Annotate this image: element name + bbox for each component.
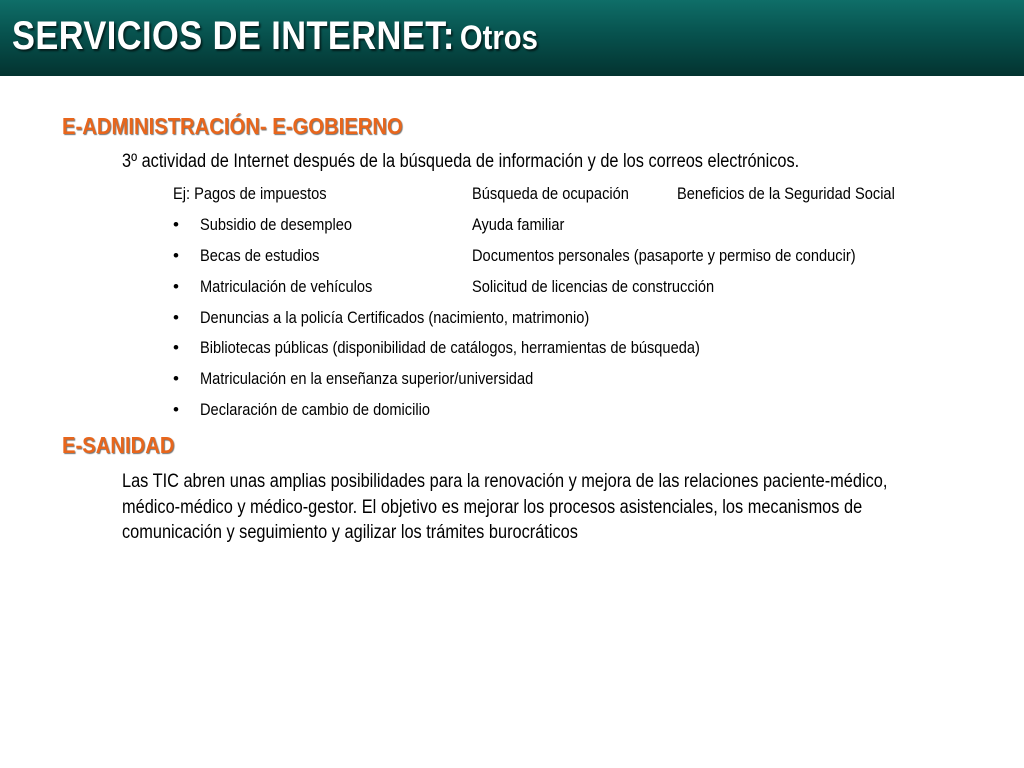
- list-item-col2: Documentos personales (pasaporte y permiso de conducir): [472, 246, 856, 265]
- list-item: [0, 400, 1024, 426]
- bullet-icon: •: [173, 246, 179, 265]
- ehealth-paragraph: [122, 469, 922, 546]
- bullet-icon: •: [173, 308, 179, 327]
- bullet-icon: •: [173, 215, 179, 234]
- list-item-text: Bibliotecas públicas (disponibilidad de catálogos, herramientas de búsqueda): [200, 338, 700, 357]
- bullet-icon: •: [173, 369, 179, 388]
- list-item: [0, 246, 1024, 272]
- list-item-col1: Becas de estudios: [200, 246, 320, 265]
- example-col1: Ej: Pagos de impuestos: [173, 184, 327, 203]
- bullet-icon: •: [173, 400, 179, 419]
- section-heading-egov: E-ADMINISTRACIÓN- E-GOBIERNO: [62, 113, 403, 139]
- section-heading-ehealth: E-SANIDAD: [62, 432, 175, 458]
- title-bar: [0, 0, 1024, 76]
- list-item: [0, 308, 1024, 334]
- list-item-col2: Solicitud de licencias de construcción: [472, 277, 715, 296]
- slide-title-main: SERVICIOS DE INTERNET:: [12, 14, 455, 58]
- list-item-col1: Matriculación de vehículos: [200, 277, 373, 296]
- egov-intro: 3º actividad de Internet después de la búsqueda de información y de los correos electrónicos.: [122, 151, 800, 172]
- list-item-col1: Subsidio de desempleo: [200, 215, 352, 234]
- list-item-col2: Ayuda familiar: [472, 215, 565, 234]
- list-item: [0, 215, 1024, 241]
- list-item-text: Matriculación en la enseñanza superior/universidad: [200, 369, 534, 388]
- ehealth-line: Las TIC abren unas amplias posibilidades para la renovación y mejora de las relaciones paciente-médico,: [122, 471, 888, 492]
- list-item: [0, 338, 1024, 364]
- example-row: [0, 184, 1024, 210]
- bullet-icon: •: [173, 338, 179, 357]
- list-item-text: Declaración de cambio de domicilio: [200, 400, 430, 419]
- list-item-text: Denuncias a la policía Certificados (nacimiento, matrimonio): [200, 308, 590, 327]
- slide-title: [12, 14, 538, 59]
- example-col2: Búsqueda de ocupación: [472, 184, 629, 203]
- bullet-icon: •: [173, 277, 179, 296]
- list-item: [0, 277, 1024, 303]
- list-item: [0, 369, 1024, 395]
- slide-title-sub: Otros: [459, 19, 538, 57]
- ehealth-line: comunicación y seguimiento y agilizar los trámites burocráticos: [122, 522, 578, 543]
- ehealth-line: médico-médico y médico-gestor. El objetivo es mejorar los procesos asistenciales, los mecanismos de: [122, 496, 863, 518]
- example-col3: Beneficios de la Seguridad Social: [677, 184, 895, 203]
